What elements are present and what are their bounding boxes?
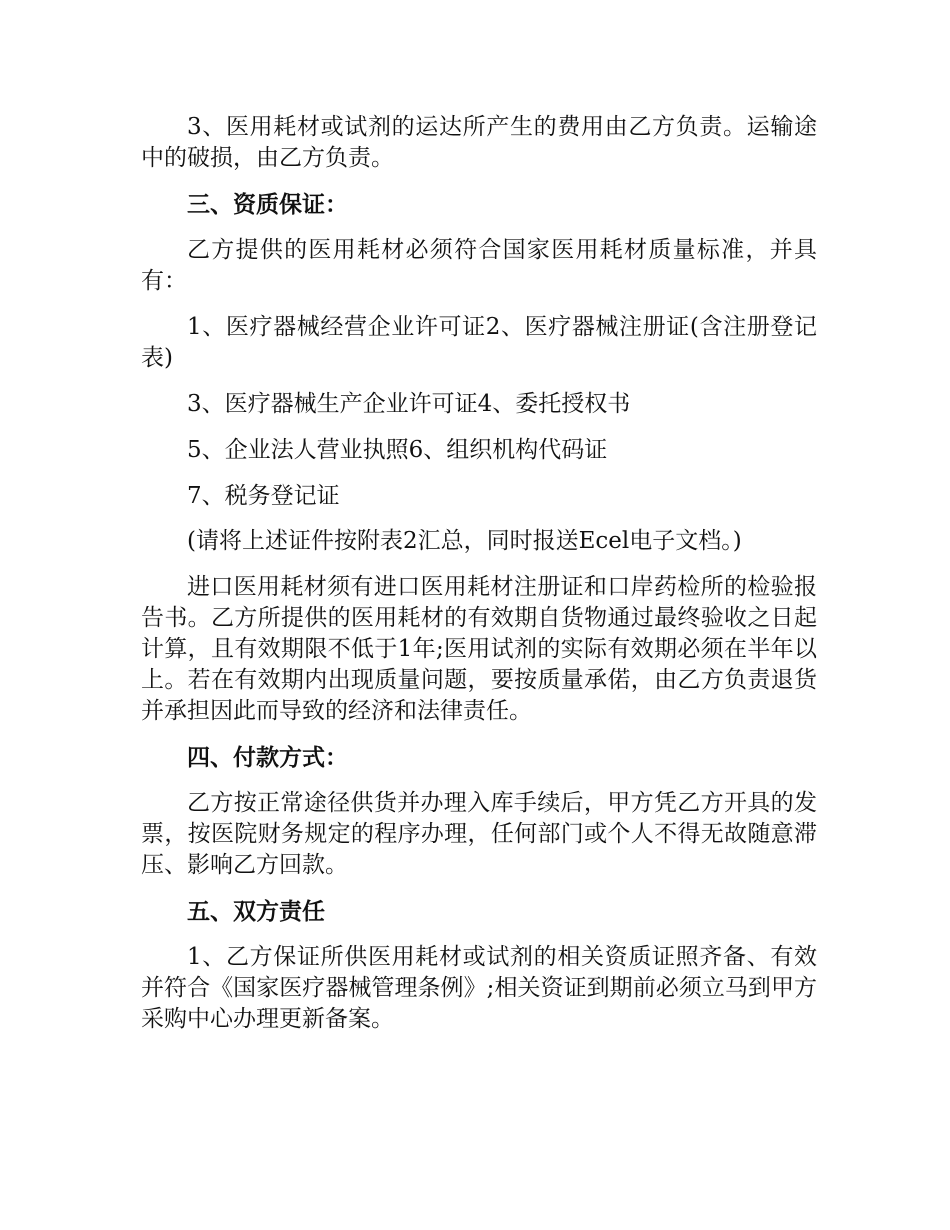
paragraph-shipping-cost: 3、医用耗材或试剂的运达所产生的费用由乙方负责。运输途中的破损，由乙方负责。 [141, 114, 817, 171]
list-item-license-1-2: 1、医疗器械经营企业许可证2、医疗器械注册证(含注册登记表) [141, 314, 817, 371]
section-heading-payment: 四、付款方式： [187, 744, 348, 771]
paragraph-import-requirements: 进口医用耗材须有进口医用耗材注册证和口岸药检所的检验报告书。乙方所提供的医用耗材的有效期自货物通过最终验收之日起计算，且有效期限不低于1年;医用试剂的实际有效期必须在半年以上。若在有效期内出现质量问题，要按质量承偌，由乙方负责退货并承担因此而导致的经济和法律责任。 [141, 574, 817, 724]
paragraph-summary-note: (请将上述证件按附表2汇总，同时报送Ecel电子文档。) [187, 528, 742, 554]
list-item-license-7: 7、税务登记证 [187, 483, 340, 509]
section-heading-responsibilities: 五、双方责任 [187, 898, 325, 925]
section-heading-qualification: 三、资质保证： [187, 191, 348, 218]
document-page [141, 112, 817, 1050]
paragraph-quality-standard: 乙方提供的医用耗材必须符合国家医用耗材质量标准，并具有： [141, 237, 817, 294]
paragraph-responsibility-1: 1、乙方保证所供医用耗材或试剂的相关资质证照齐备、有效并符合《国家医疗器械管理条例》;相关资证到期前必须立马到甲方采购中心办理更新备案。 [141, 944, 817, 1032]
list-item-license-5-6: 5、企业法人营业执照6、组织机构代码证 [187, 437, 608, 463]
paragraph-payment-terms: 乙方按正常途径供货并办理入库手续后，甲方凭乙方开具的发票，按医院财务规定的程序办理，任何部门或个人不得无故随意滞压、影响乙方回款。 [141, 790, 817, 878]
list-item-license-3-4: 3、医疗器械生产企业许可证4、委托授权书 [187, 391, 631, 417]
